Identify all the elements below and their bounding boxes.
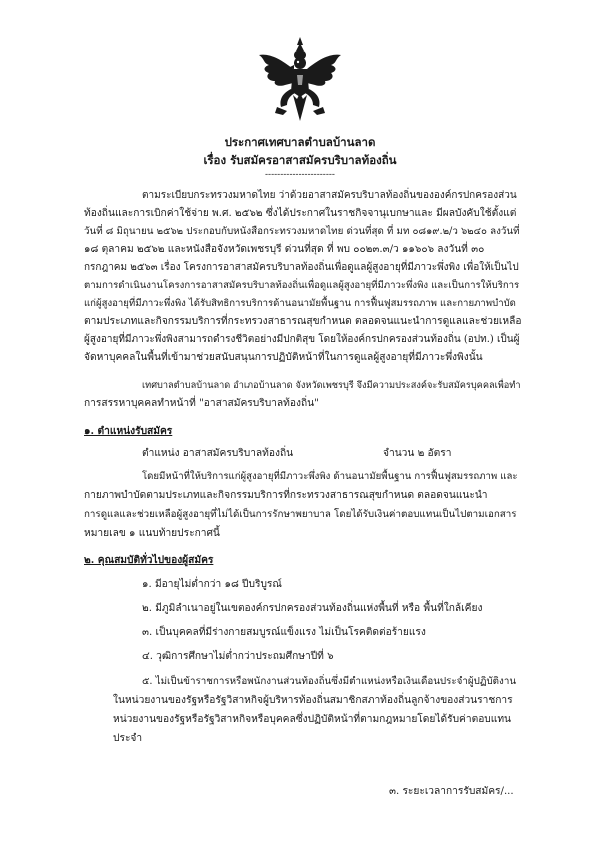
paragraph-line: ในหน่วยงานของรัฐหรือรัฐวิสาหกิจผู้บริหารท้องถิ่นสมาชิกสภาท้องถิ่นลูกจ้างของส่วนราชการ — [113, 695, 513, 706]
paragraph-line: เทศบาลตำบลบ้านลาด อำเภอบ้านลาด จังหวัดเพชรบุรี จึงมีความประสงค์จะรับสมัครบุคคลเพื่อทำ — [142, 380, 521, 391]
position-count: จำนวน ๒ อัตรา — [383, 448, 452, 459]
paragraph-line: ผู้สูงอายุที่มีภาวะพึ่งพิงสามารถดำรงชีวิตอย่างมีปกติสุข โดยให้องค์กรปกครองส่วนท้องถิ่น (อปท.) เป็นผู้ — [84, 334, 520, 345]
section-heading-positions: ๑. ตำแหน่งรับสมัคร — [84, 425, 173, 437]
paragraph-line: การดูแลและช่วยเหลือผู้สูงอายุที่ไม่ได้เป็นการรักษาพยาบาล โดยได้รับเงินค่าตอบแทนเป็นไปตามเอกสาร — [84, 509, 517, 520]
qualification-item: ๑. มีอายุไม่ต่ำกว่า ๑๘ ปีบริบูรณ์ — [142, 579, 282, 590]
paragraph-line: วันที่ ๘ มิถุนายน ๒๕๖๒ ประกอบกับหนังสือกระทรวงมหาดไทย ด่วนที่สุด ที่ มท ๐๘๑๙.๒/ว ๖๒๔๐ ลงวันที่ — [84, 226, 520, 237]
paragraph-line: ตามการดำเนินงานโครงการอาสาสมัครบริบาลท้องถิ่นเพื่อดูแลผู้สูงอายุที่มีภาวะพึ่งพิง และเป็นการให้บริการ — [84, 280, 520, 291]
paragraph-line: ๑๘ ตุลาคม ๒๕๖๒ และหนังสือจังหวัดเพชรบุรี ด่วนที่สุด ที่ พบ ๐๐๒๓.๓/ว ๑๑๖๐๖ ลงวันที่ ๓๐ — [84, 244, 485, 255]
paragraph-line: โดยมีหน้าที่ให้บริการแก่ผู้สูงอายุที่มีภาวะพึ่งพิง ด้านอนามัยพื้นฐาน การฟื้นฟูสมรรถภาพ และ — [142, 471, 518, 482]
paragraph-line: ตามระเบียบกระทรวงมหาดไทย ว่าด้วยอาสาสมัครบริบาลท้องถิ่นขององค์กรปกครองส่วน — [142, 190, 517, 201]
paragraph-line: กรกฎาคม ๒๕๖๓ เรื่อง โครงการอาสาสมัครบริบาลท้องถิ่นเพื่อดูแลผู้สูงอายุที่มีภาวะพึ่งพิง เพื่อให้เป็นไป — [84, 262, 519, 273]
paragraph-line: การสรรหาบุคคลทำหน้าที่ "อาสาสมัครบริบาลท้องถิ่น" — [84, 398, 319, 409]
document-title: ประกาศเทศบาลตำบลบ้านลาด — [224, 135, 376, 149]
title-divider: ----------------------- — [265, 170, 335, 180]
paragraph-line: แก่ผู้สูงอายุที่มีภาวะพึ่งพิง ได้รับสิทธิการบริการด้านอนามัยพื้นฐาน การฟื้นฟูสมรรถภาพ และกายภาพบำบัด — [84, 298, 516, 309]
paragraph-line: จัดหาบุคคลในพื้นที่เข้ามาช่วยสนับสนุนการปฏิบัติหน้าที่ในการดูแลผู้สูงอายุที่มีภาวะพึ่งพิงนั้น — [84, 352, 483, 363]
garuda-emblem-icon — [257, 35, 343, 125]
qualification-item: ๒. มีภูมิลำเนาอยู่ในเขตองค์กรปกครองส่วนท้องถิ่นแห่งพื้นที่ หรือ พื้นที่ใกล้เคียง — [142, 603, 483, 614]
paragraph-line: ประจำ — [113, 733, 143, 744]
page-continuation: ๓. ระยะเวลาการรับสมัคร/... — [389, 786, 514, 797]
qualification-item: ๓. เป็นบุคคลที่มีร่างกายสมบูรณ์แข็งแรง ไม่เป็นโรคติดต่อร้ายแรง — [142, 627, 426, 638]
document-subject: เรื่อง รับสมัครอาสาสมัครบริบาลท้องถิ่น — [203, 153, 397, 167]
paragraph-line: ตามประเภทและกิจกรรมบริการที่กระทรวงสาธารณสุขกำหนด ตลอดจนแนะนำการดูแลและช่วยเหลือ — [84, 316, 522, 327]
qualification-item: ๕. ไม่เป็นข้าราชการหรือพนักงานส่วนท้องถิ่นซึ่งมีตำแหน่งหรือเงินเดือนประจำผู้ปฏิบัติงาน — [142, 676, 517, 687]
position-title: ตำแหน่ง อาสาสมัครบริบาลท้องถิ่น — [142, 448, 294, 459]
section-heading-qualifications: ๒. คุณสมบัติทั่วไปของผู้สมัคร — [84, 554, 214, 566]
qualification-item: ๔. วุฒิการศึกษาไม่ต่ำกว่าประถมศึกษาปีที่ ๖ — [142, 651, 334, 662]
paragraph-line: กายภาพบำบัดตามประเภทและกิจกรรมบริการที่กระทรวงสาธารณสุขกำหนด ตลอดจนแนะนำ — [84, 490, 488, 501]
paragraph-line: ท้องถิ่นและการเบิกค่าใช้จ่าย พ.ศ. ๒๕๖๒ ซึ่งได้ประกาศในราชกิจจานุเบกษาและ มีผลบังคับใช้ตั้งแต่ — [84, 208, 517, 219]
paragraph-line: หน่วยงานของรัฐหรือรัฐวิสาหกิจหรือบุคคลซึ่งปฏิบัติหน้าที่ตามกฎหมายโดยได้รับค่าตอบแทน — [113, 714, 512, 725]
paragraph-line: หมายเลข ๑ แนบท้ายประกาศนี้ — [84, 528, 220, 539]
